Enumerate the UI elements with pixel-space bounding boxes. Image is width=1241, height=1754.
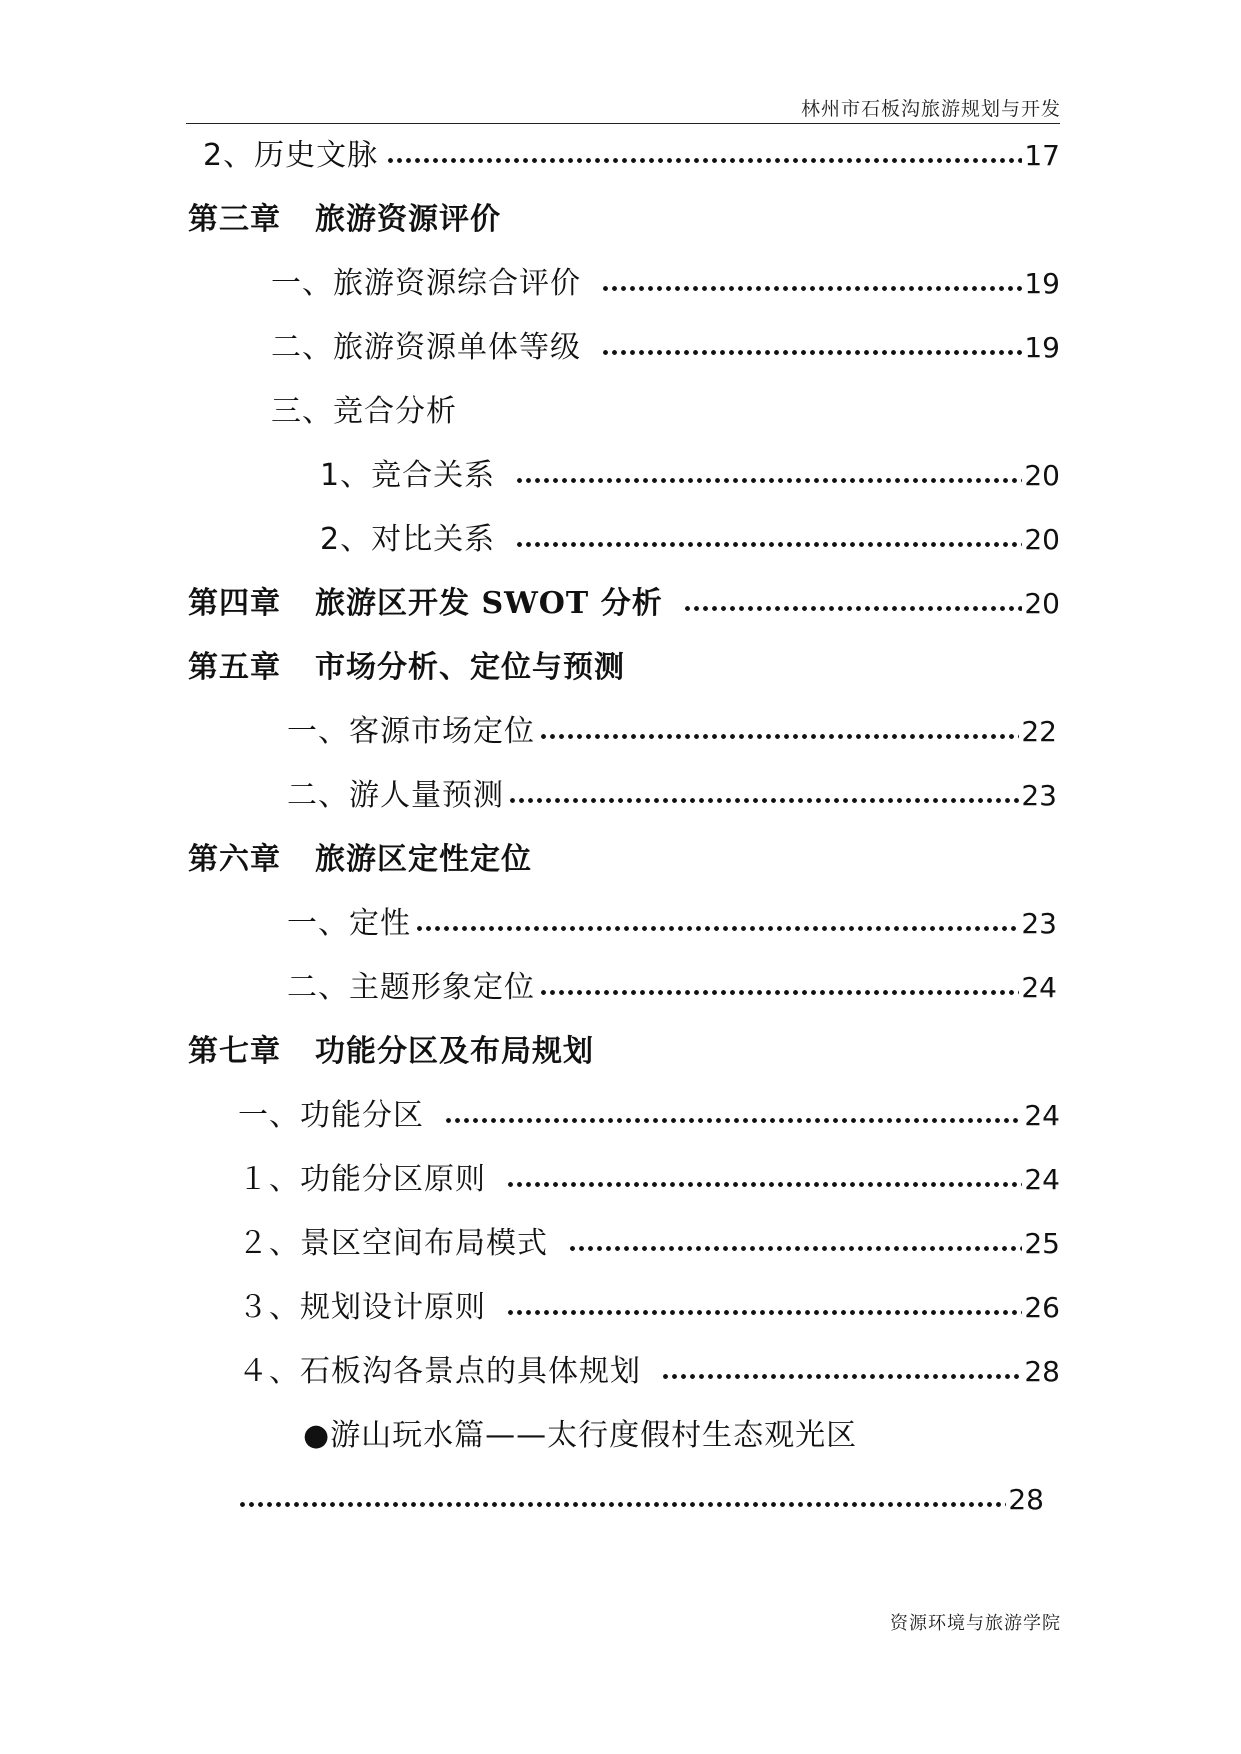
toc-entry-label: 2、对比关系 [320,522,496,557]
toc-leader-dots [601,264,1022,304]
toc-entry[interactable] [271,392,457,432]
toc-chapter-heading[interactable] [188,200,501,240]
toc-leader-dots [539,968,1019,1008]
toc-entry-label: ３、规划设计原则 [238,1290,486,1325]
toc-page-number: 24 [1024,1163,1060,1196]
toc-leader-dots [415,904,1019,944]
chapter-number: 第三章 [188,202,281,237]
toc-entry-label: 三、竞合分析 [271,394,457,429]
toc-leader-dots [506,1160,1022,1200]
toc-leader-dots [539,712,1019,752]
toc-entry[interactable] [287,712,1057,752]
toc-leader-dots [515,456,1022,496]
toc-page-number: 19 [1024,331,1060,364]
toc-entry[interactable] [287,776,1057,816]
toc-page-number: 28 [1008,1483,1044,1516]
toc-entry[interactable] [238,1160,1060,1200]
toc-entry-label: 一、定性 [287,906,411,941]
chapter-title: 市场分析、定位与预测 [315,650,625,685]
toc-page-number: 20 [1024,523,1060,556]
toc-entry-label: ４、石板沟各景点的具体规划 [238,1354,641,1389]
chapter-number: 第六章 [188,842,281,877]
toc-page-number: 24 [1021,971,1057,1004]
chapter-title: 旅游区开发 SWOT 分析 [315,586,663,621]
toc-entry[interactable] [303,1416,857,1456]
toc-entry[interactable] [238,1096,1060,1136]
toc-leader-dots [683,584,1023,624]
toc-entry-label: 1、竞合关系 [320,458,496,493]
toc-page-number: 20 [1024,459,1060,492]
chapter-title: 旅游区定性定位 [315,842,532,877]
toc-entry[interactable] [238,1352,1060,1392]
toc-entry-label: 一、客源市场定位 [287,714,535,749]
toc-page-number: 23 [1021,779,1057,812]
toc-page-number: 24 [1024,1099,1060,1132]
toc-page-number: 20 [1024,587,1060,620]
toc-entry-label: 二、游人量预测 [287,778,504,813]
chapter-number: 第四章 [188,586,281,621]
toc-leader-dots [508,776,1019,816]
toc-entry-label: ●游山玩水篇——太行度假村生态观光区 [303,1418,858,1453]
chapter-title: 功能分区及布局规划 [315,1034,594,1069]
toc-entry[interactable] [287,904,1057,944]
toc-entry-label: 一、功能分区 [238,1098,424,1133]
toc-chapter-heading[interactable] [188,1032,594,1072]
toc-leader-dots [444,1096,1022,1136]
toc-entry[interactable] [320,456,1060,496]
toc-leader-dots [515,520,1022,560]
toc-chapter-heading[interactable] [188,840,532,880]
chapter-number: 第七章 [188,1034,281,1069]
toc-leader-dots [386,136,1022,176]
toc-page-number: 25 [1024,1227,1060,1260]
toc-entry[interactable] [271,328,1060,368]
toc-entry-label: 一、旅游资源综合评价 [271,266,581,301]
toc-entry[interactable] [203,136,1060,176]
toc-entry[interactable] [238,1224,1060,1264]
chapter-title: 旅游资源评价 [315,202,501,237]
toc-entry-label: 二、旅游资源单体等级 [271,330,581,365]
toc-entry-label: １、功能分区原则 [238,1162,486,1197]
toc-entry-label: 2、历史文脉 [203,138,379,173]
toc-page-number: 19 [1024,267,1060,300]
toc-entry[interactable] [320,520,1060,560]
toc-page-number: 22 [1021,715,1057,748]
toc-chapter-heading[interactable] [188,584,1060,624]
toc-page-number: 17 [1024,139,1060,172]
toc-entry[interactable] [287,968,1057,1008]
toc-leader-dots [661,1352,1022,1392]
toc-page-number: 23 [1021,907,1057,940]
toc-entry-continuation[interactable] [238,1480,1044,1520]
chapter-number: 第五章 [188,650,281,685]
toc-leader-dots [238,1480,1006,1520]
toc-leader-dots [506,1288,1022,1328]
toc-entry[interactable] [271,264,1060,304]
toc-leader-dots [568,1224,1022,1264]
toc-leader-dots [601,328,1022,368]
toc-entry-label: 二、主题形象定位 [287,970,535,1005]
footer-institution: 资源环境与旅游学院 [890,1613,1061,1634]
toc-entry[interactable] [238,1288,1060,1328]
toc-chapter-heading[interactable] [188,648,625,688]
toc-page-number: 26 [1024,1291,1060,1324]
toc-entry-label: ２、景区空间布局模式 [238,1226,548,1261]
running-header-title: 林州市石板沟旅游规划与开发 [800,98,1061,120]
toc-page-number: 28 [1024,1355,1060,1388]
